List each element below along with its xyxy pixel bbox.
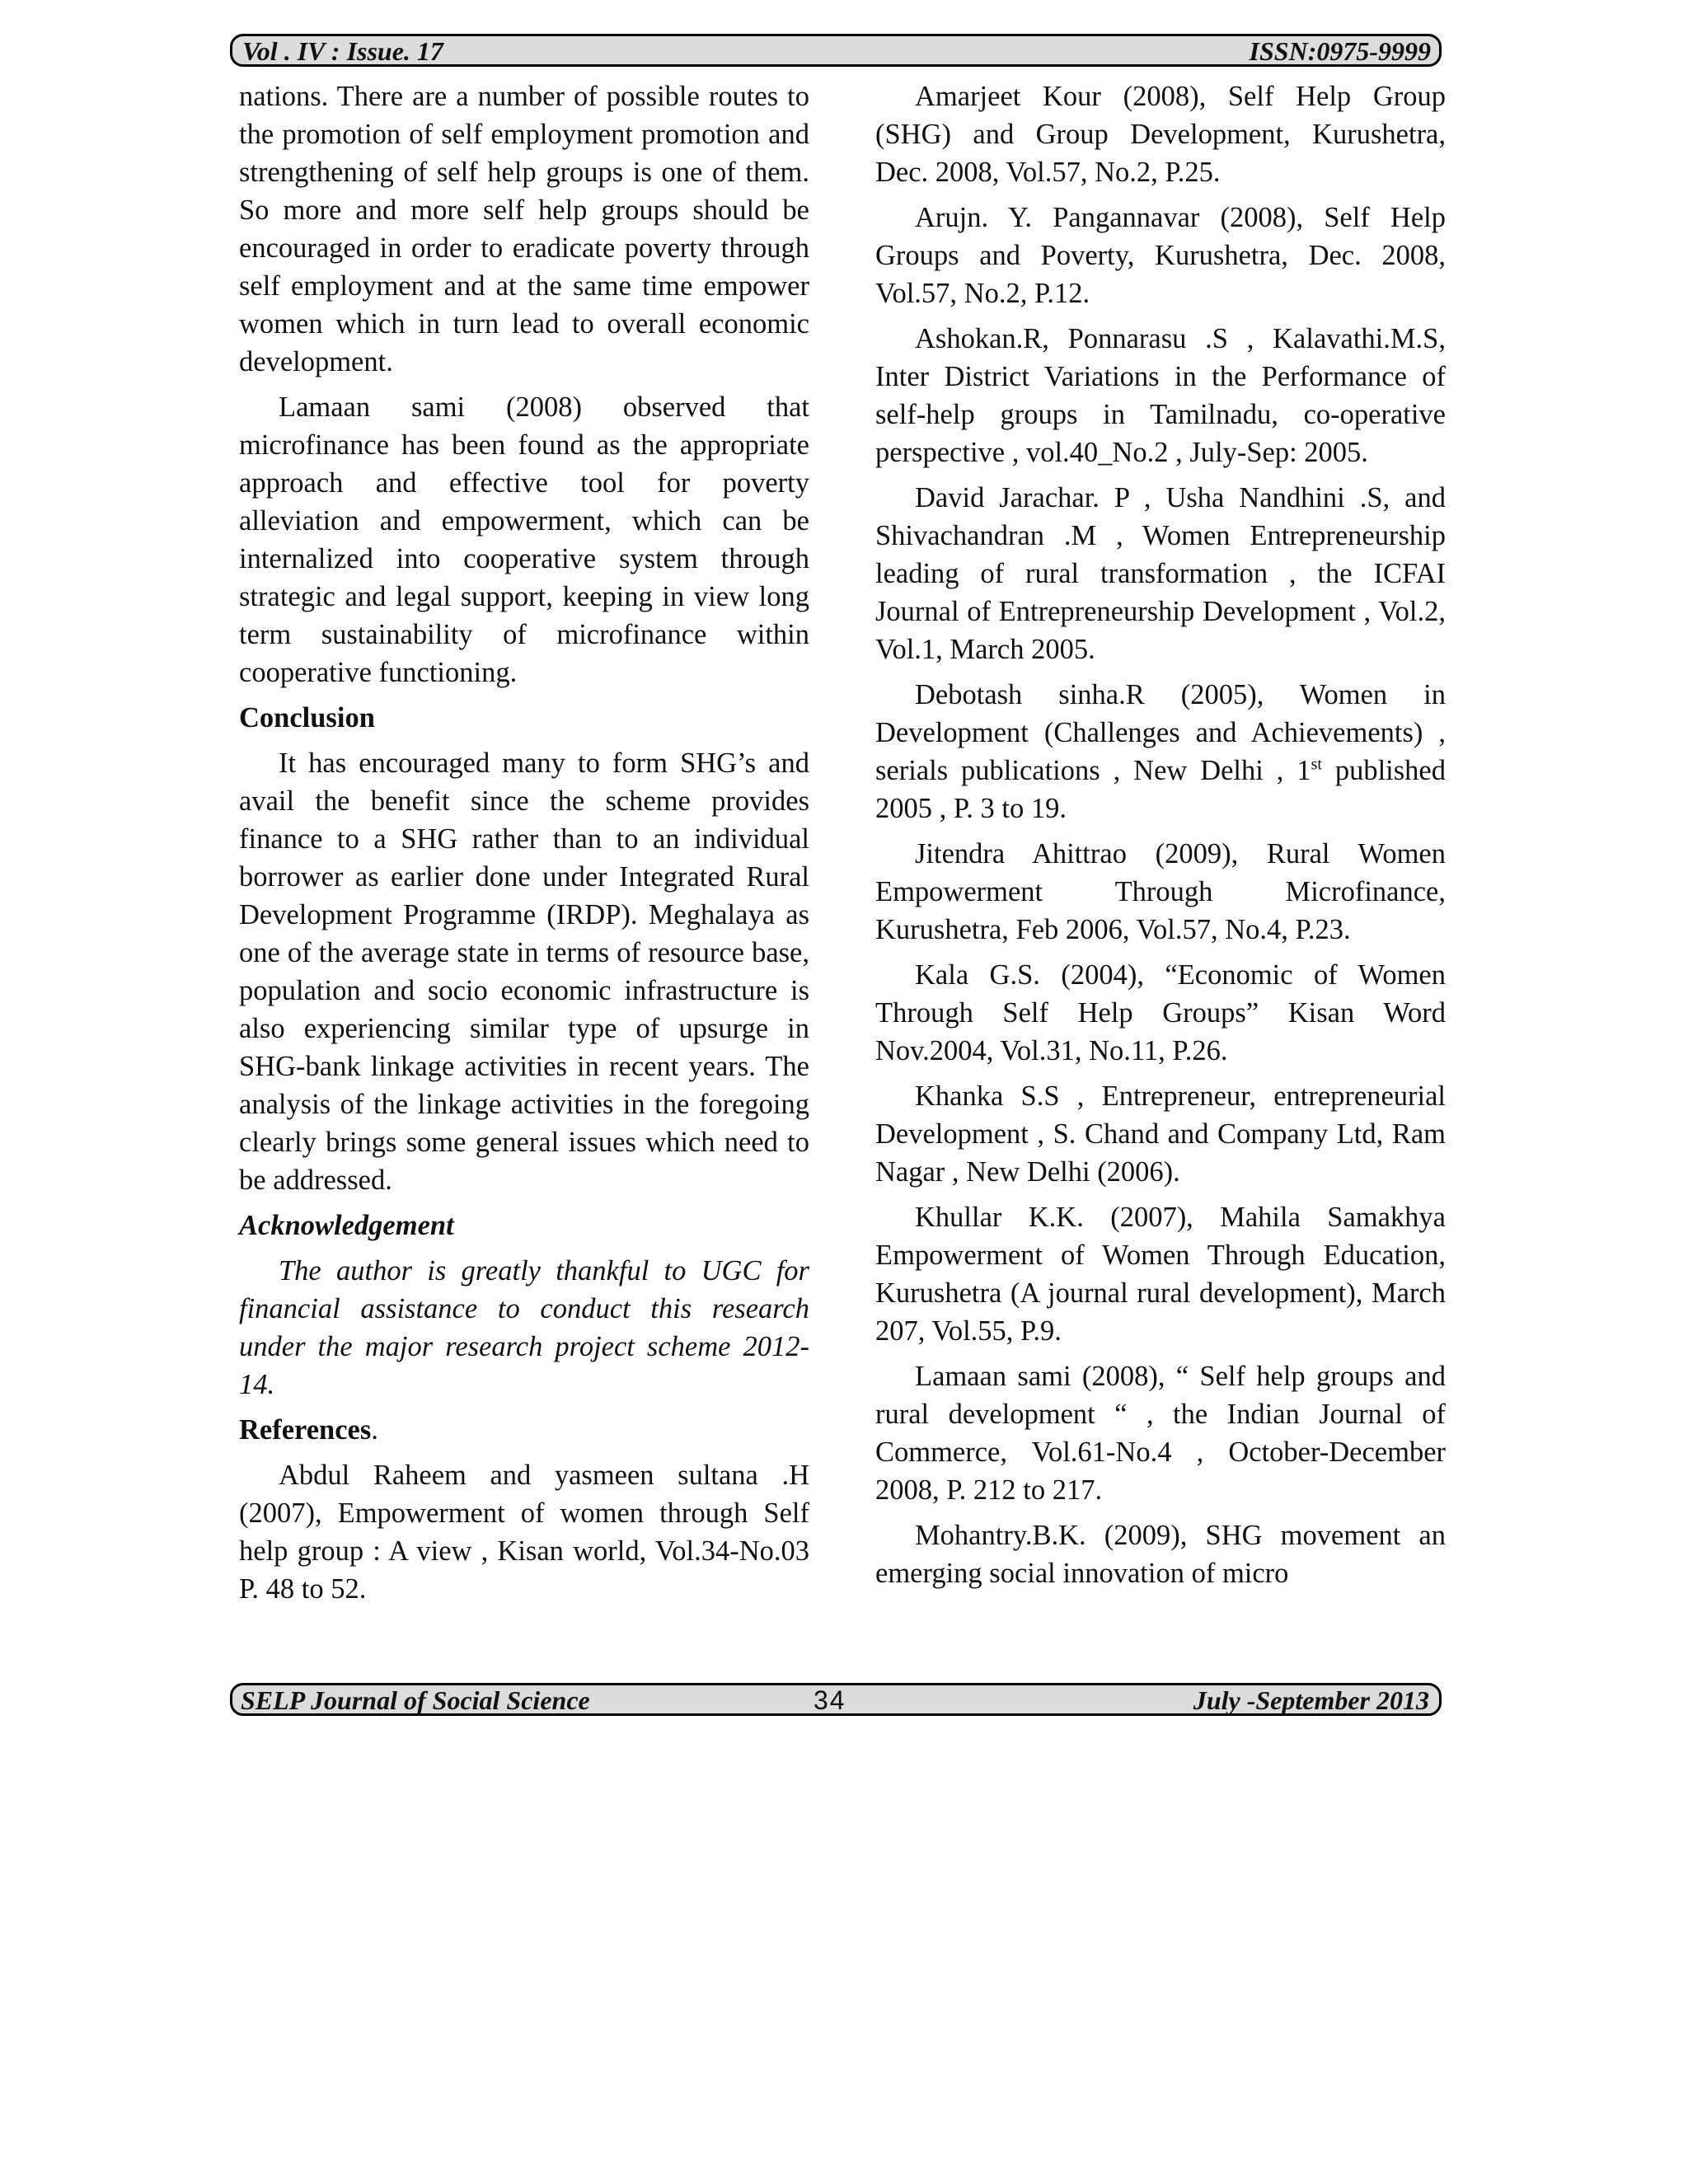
reference-item: Arujn. Y. Pangannavar (2008), Self Help Groups and Poverty, Kurushetra, Dec. 2008, Vol.57, No.2, P.12. [875, 202, 1446, 309]
reference-item: Mohantry.B.K. (2009), SHG movement an emerging social innovation of micro [875, 1520, 1446, 1589]
reference-item: Ashokan.R, Ponnarasu .S , Kalavathi.M.S, Inter District Variations in the Performance of self-help groups in Tamilnadu, co-operative perspective , vol.40_No.2 , July-Sep: 2005. [875, 323, 1446, 468]
issue-date: July -September 2013 [1193, 1685, 1429, 1715]
reference-text: Debotash sinha.R (2005), Women in Development (Challenges and Achievements) , serials publications , New Delhi , 1 [875, 679, 1446, 786]
left-column [239, 77, 809, 1615]
reference-item: Jitendra Ahittrao (2009), Rural Women Empowerment Through Microfinance, Kurushetra, Feb 2006, Vol.57, No.4, P.23. [875, 838, 1446, 945]
reference-item: Khanka S.S , Entrepreneur, entrepreneurial Development , S. Chand and Company Ltd, Ram Nagar , New Delhi (2006). [875, 1080, 1446, 1188]
journal-name: SELP Journal of Social Science [241, 1685, 590, 1715]
reference-item: Lamaan sami (2008), “ Self help groups and rural development “ , the Indian Journal of Commerce, Vol.61-No.4 , October-December 2008, P. 212 to 217. [875, 1361, 1446, 1506]
paragraph: Lamaan sami (2008) observed that microfinance has been found as the appropriate approach and effective tool for poverty alleviation and empowerment, which can be internalized into cooperative system through strategic and legal support, keeping in view long term sustainability of microfinance within cooperative functioning. [239, 391, 809, 688]
reference-item: Amarjeet Kour (2008), Self Help Group (SHG) and Group Development, Kurushetra, Dec. 2008, Vol.57, No.2, P.25. [875, 81, 1446, 188]
acknowledgement-heading: Acknowledgement [239, 1210, 454, 1241]
reference-item: David Jarachar. P , Usha Nandhini .S, and Shivachandran .M , Women Entrepreneurship leading of rural transformation , the ICFAI Journal of Entrepreneurship Development , Vol.2, Vol.1, March 2005. [875, 482, 1446, 665]
issn: ISSN:0975-9999 [1249, 36, 1431, 66]
page-header [230, 34, 1442, 67]
reference-item: Khullar K.K. (2007), Mahila Samakhya Empowerment of Women Through Education, Kurushetra (A journal rural development), March 207, Vol.55, P.9. [875, 1202, 1446, 1347]
superscript: st [1311, 755, 1322, 774]
references-heading-text: References [239, 1414, 372, 1446]
right-column [875, 77, 1446, 1600]
references-heading [239, 1411, 809, 1449]
conclusion-paragraph: It has encouraged many to form SHG’s and avail the benefit since the scheme provides finance to a SHG rather than to an individual borrower as earlier done under Integrated Rural Development Programme (IRDP). Meghalaya as one of the average state in terms of resource base, population and socio economic infrastructure is also experiencing similar type of upsurge in SHG-bank linkage activities in recent years. The analysis of the linkage activities in the foregoing clearly brings some general issues which need to be addressed. [239, 748, 809, 1196]
reference-text: published 2005 , P. 3 to 19. [875, 755, 1446, 824]
reference-item: Kala G.S. (2004), “Economic of Women Through Self Help Groups” Kisan Word Nov.2004, Vol.31, No.11, P.26. [875, 959, 1446, 1066]
conclusion-heading: Conclusion [239, 702, 375, 733]
paragraph: nations. There are a number of possible routes to the promotion of self employment promotion and strengthening of self help groups is one of them. So more and more self help groups should be encouraged in order to eradicate poverty through self employment and at the same time empower women which in turn lead to overall economic development. [239, 81, 809, 377]
volume-issue: Vol . IV : Issue. 17 [242, 36, 443, 66]
acknowledgement-paragraph: The author is greatly thankful to UGC for financial assistance to conduct this research under the major research project scheme 2012-14. [239, 1255, 809, 1400]
page-number: 34 [814, 1685, 846, 1715]
reference-item [875, 676, 1446, 827]
page-footer [230, 1683, 1442, 1716]
references-heading-period: . [371, 1414, 378, 1446]
reference-item: Abdul Raheem and yasmeen sultana .H (2007), Empowerment of women through Self help group : A view , Kisan world, Vol.34-No.03 P. 48 to 52. [239, 1460, 809, 1605]
